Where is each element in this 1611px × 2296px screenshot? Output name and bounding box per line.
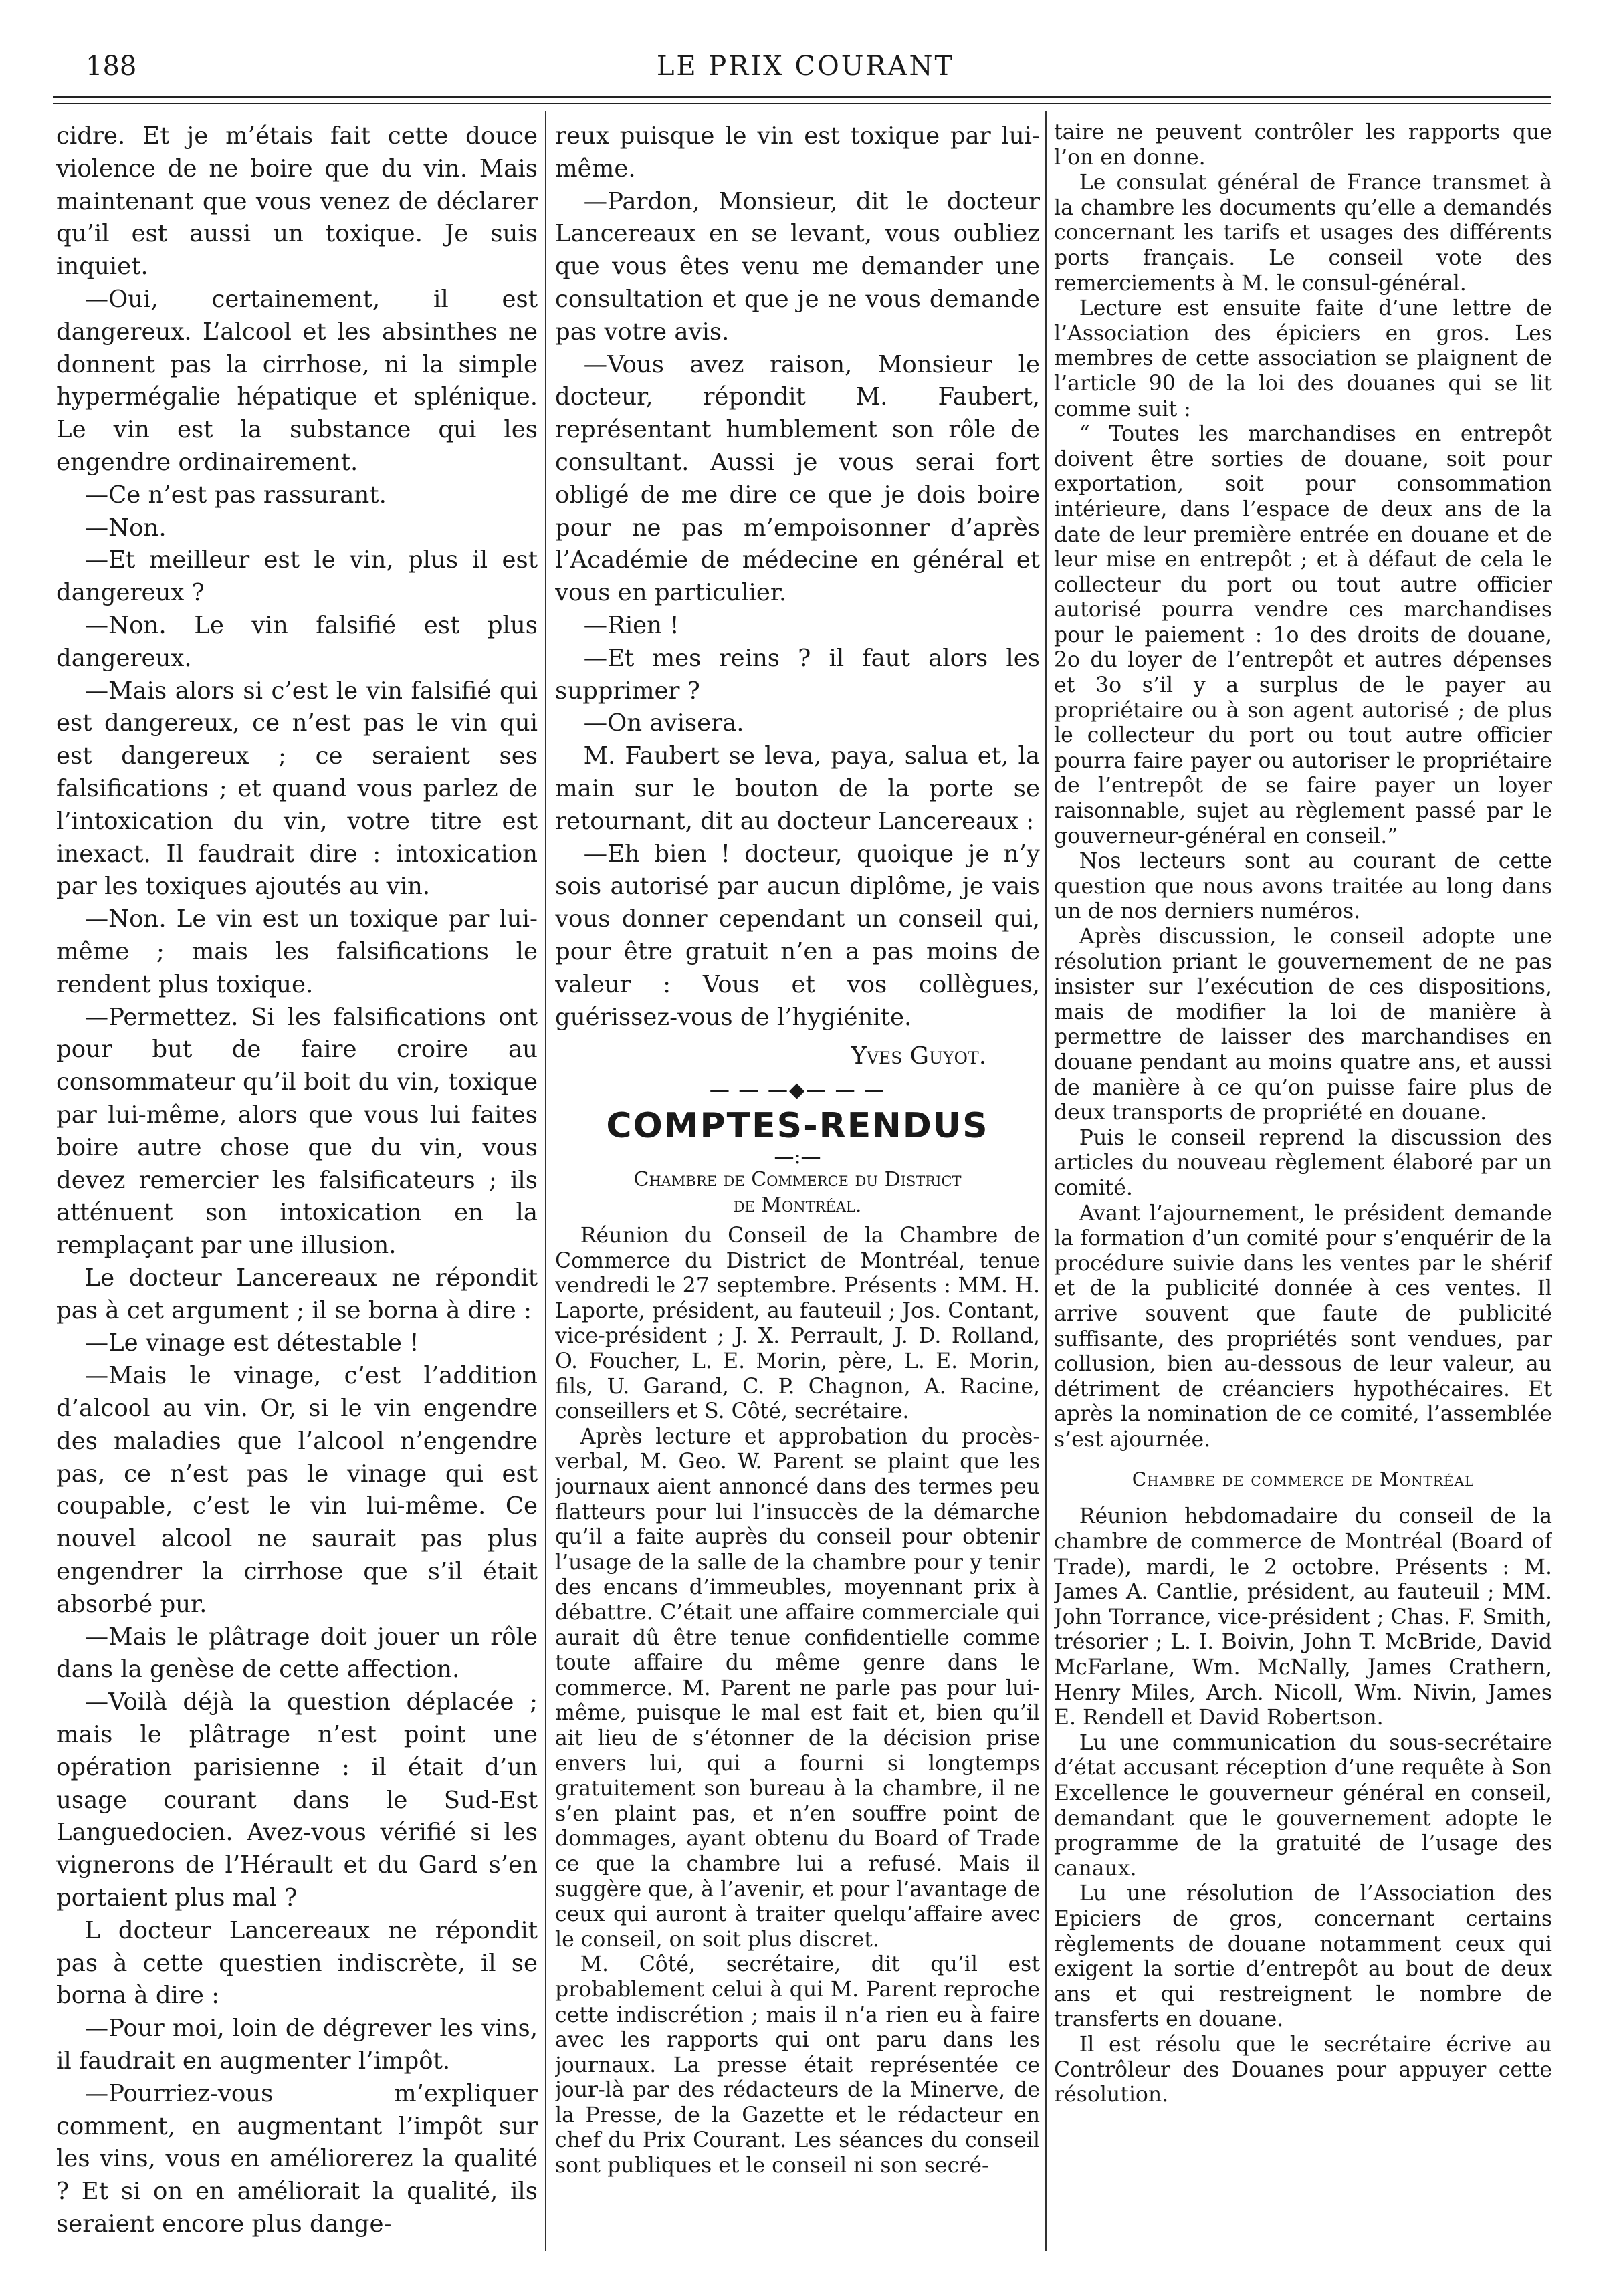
paragraph: —Le vinage est détestable ! [84, 1329, 419, 1357]
paragraph: —Oui, certainement, il est dangereux. L’alcool et les absinthes ne donnent pas la cirrhose, ni la simple hypermégalie hépatique et splénique. Le vin est la substance qui les engendre ordinairement. [56, 285, 538, 476]
paragraph: Réunion du Conseil de la Chambre de Commerce du District de Montréal, tenue vendredi le 27 septembre. Présents : MM. H. Laporte, président, au fauteuil ; Jos. Contant, vice-président ; J. X. Perrault, J. D. Rolland, O. Foucher, L. E. Morin, père, L. E. Morin, fils, U. Garand, C. P. Chagnon, A. Racine, conseillers et S. Côté, secrétaire. [555, 1224, 1040, 1424]
paragraph: —Mais alors si c’est le vin falsifié qui est dangereux, ce n’est pas le vin qui est dangereux ; ce seraient ses falsifications ; et quand vous parlez de l’intoxication du vin, votre titre est inexact. Il faudrait dire : intoxication par les toxiques ajoutés au vin. [56, 677, 538, 901]
paragraph: —Et meilleur est le vin, plus il est dangereux ? [56, 546, 538, 607]
column-2-report [555, 1224, 1040, 2179]
paragraph: Le consulat général de France transmet à la chambre les documents qu’elle a demandés concernant les tarifs et usages des différents ports français. Le conseil vote des remerciements à M. le consul-général. [1054, 170, 1552, 296]
page-header [0, 47, 1611, 94]
paragraph: —Pourriez-vous m’expliquer comment, en augmentant l’impôt sur les vins, vous en améliorerez la qualité ? Et si on en améliorait la qualité, ils seraient encore plus dange- [56, 2079, 538, 2238]
paragraph: cidre. Et je m’étais fait cette douce violence de ne boire que du vin. Mais maintenant que vous venez de déclarer qu’il est aussi un toxique. Je suis inquiet. [56, 122, 538, 281]
paragraph: —Pour moi, loin de dégrever les vins, il faudrait en augmenter l’impôt. [56, 2015, 538, 2075]
running-title: LE PRIX COURANT [656, 51, 955, 82]
paragraph: —Mais le plâtrage doit jouer un rôle dans la genèse de cette affection. [56, 1623, 538, 1684]
header-rule [53, 96, 1551, 98]
subheading-line-1: Chambre de Commerce du District [633, 1168, 962, 1192]
paragraph: Réunion hebdomadaire du conseil de la chambre de commerce de Montréal (Board of Trade), mardi, le 2 octobre. Présents : M. James A. Cantlie, président, au fauteuil ; MM. John Torrance, vice-président ; Chas. F. Smith, trésorier ; L. I. Boivin, John T. McBride, David McFarlane, Wm. McNally, James Crathern, Henry Miles, Arch. Nicoll, Wm. Nivin, James E. Rendell et David Robertson. [1054, 1504, 1552, 1730]
paragraph: Puis le conseil reprend la discussion des articles du nouveau règlement élaboré par un comité. [1054, 1125, 1552, 1200]
subheading-line-2: de Montréal. [733, 1193, 862, 1218]
paragraph: —Non. Le vin falsifié est plus dangereux. [56, 611, 538, 672]
paragraph: reux puisque le vin est toxique par lui-même. [555, 122, 1040, 183]
paragraph: —Mais le vinage, c’est l’addition d’alcool au vin. Or, si le vin engendre des maladies que l’alcool n’engendre pas, ce n’est pas le vinage qui est coupable, c’est le vin lui-même. Ce nouvel alcool ne saurait pas plus engendrer la cirrhose que s’il était absorbé pur. [56, 1362, 538, 1618]
section-title: COMPTES-RENDUS [606, 1106, 989, 1147]
paragraph: —Et mes reins ? il faut alors les supprimer ? [555, 644, 1040, 705]
paragraph: —Non. [84, 513, 167, 542]
section-subheading [555, 1167, 1040, 1218]
column-divider-1 [545, 111, 546, 2251]
column-3-subheading: Chambre de commerce de Montréal [1132, 1468, 1475, 1491]
author-signature: Yves Guyot. [851, 1042, 986, 1070]
column-2-article [555, 120, 1040, 1034]
header-rule-thin [53, 103, 1551, 104]
column-3 [1054, 120, 1552, 2260]
paragraph: Lu une résolution de l’Association des Epiciers de gros, concernant certains règlements de douane notamment ceux qui exigent la sortie d’entrepôt au bout de deux ans et qui restreignent le nombre de transferts en douane. [1054, 1881, 1552, 2032]
paragraph: —Permettez. Si les falsifications ont pour but de faire croire au consommateur qu’il boit du vin, toxique par lui-même, alors que vous lui faites boire autre chose que du vin, vous devez remercier les falsificateurs ; ils atténuent son intoxication en la remplaçant par une illusion. [56, 1003, 538, 1260]
paragraph: M. Faubert se leva, paya, salua et, la main sur le bouton de la porte se retournant, dit au docteur Lancereaux : [555, 742, 1040, 835]
paragraph: Après discussion, le conseil adopte une résolution priant le gouvernement de ne pas insister sur l’exécution de ces dispositions, mais de modifier la loi de manière à permettre de laisser des marchandises en douane pendant au moins quatre ans, et aussi de manière à ce qu’on puisse faire plus de deux transports de propriété en douane. [1054, 925, 1552, 1125]
paragraph: —Rien ! [583, 611, 679, 639]
column-1 [56, 120, 538, 2260]
paragraph: M. Côté, secrétaire, dit qu’il est probablement celui à qui M. Parent reproche cette indiscrétion ; mais il n’a rien eu à faire avec les rapports qui ont paru dans les journaux. La presse était représentée ce jour-là par des rédacteurs de la Minerve, de la Presse, de la Gazette et le rédacteur en chef du Prix Courant. Les séances du conseil sont publiques et le conseil ni son secré- [555, 1952, 1040, 2178]
paragraph: —On avisera. [583, 709, 744, 737]
paragraph: —Voilà déjà la question déplacée ; mais le plâtrage n’est point une opération parisienne : il était d’un usage courant dans le Sud-Est Languedocien. Avez-vous vérifié si les vignerons de l’Hérault et du Gard s’en portaient plus mal ? [56, 1688, 538, 1912]
paragraph: Lecture est ensuite faite d’une lettre de l’Association des épiciers en gros. Les membres de cette association se plaignent de l’article 90 de la loi des douanes qui se lit comme suit : [1054, 296, 1552, 421]
paragraph: —Eh bien ! docteur, quoique je n’y sois autorisé par aucun diplôme, je vais vous donner cependant un conseil qui, pour être gratuit n’en a pas moins de valeur : Vous et vos collègues, guérissez-vous de l’hygiénite. [555, 840, 1040, 1031]
section-separator: — — —◆— — — [709, 1078, 886, 1103]
paragraph: Lu une communication du sous-secrétaire d’état accusant réception d’une requête à Son Excellence le gouverneur général en conseil, demandant que le gouvernement adopte le programme de la gratuité de l’usage des canaux. [1054, 1730, 1552, 1881]
paragraph: Avant l’ajournement, le président demande la formation d’un comité pour s’enquérir de la procédure suivie dans les ventes par le shérif et de la publicité donnée à ces ventes. Il arrive souvent que faute de publicité suffisante, des propriétés sont vendues, par collusion, bien au-dessous de leur valeur, au détriment de créanciers hypothécaires. Et après la nomination de ce comité, l’assemblée s’est ajournée. [1054, 1201, 1552, 1452]
column-divider-2 [1045, 111, 1047, 2251]
paragraph: L docteur Lancereaux ne répondit pas à cette questien indiscrète, il se borna à dire : [56, 1916, 538, 2010]
page-number: 188 [86, 51, 137, 82]
paragraph: —Pardon, Monsieur, dit le docteur Lancereaux en se levant, vous oubliez que vous êtes venu me demander une consultation et que je ne vous demande pas votre avis. [555, 187, 1040, 346]
paragraph: Après lecture et approbation du procès-verbal, M. Geo. W. Parent se plaint que les journaux aient annoncé dans des termes peu flatteurs pour lui l’insuccès de la démarche qu’il a faite auprès du conseil pour obtenir l’usage de la salle de la chambre pour y tenir des encans d’immeubles, moyennant prix à débattre. C’était une affaire commerciale qui aurait dû être tenue confidentielle comme toute affaire du même genre dans le commerce. M. Parent ne parle pas pour lui-même, puisque le mal est fait et, bien qu’il ait lieu de s’étonner de la décision prise envers lui, qui a fourni si longtemps gratuitement son bureau à la chambre, il ne s’en plaint pas, et n’en souffre point de dommages, ayant obtenu du Board of Trade ce que la chambre lui a refusé. Mais il suggère que, à l’avenir, et pour l’avantage de ceux qui auront à traiter quelqu’affaire avec le conseil, on soit plus discret. [555, 1424, 1040, 1952]
paragraph: Le docteur Lancereaux ne répondit pas à cet argument ; il se borna à dire : [56, 1264, 538, 1325]
paragraph: —Vous avez raison, Monsieur le docteur, répondit M. Faubert, représentant humblement son rôle de consultant. Aussi je vous serai fort obligé de me dire ce que je dois boire pour ne pas m’empoisonner d’après l’Académie de médecine en général et vous en particulier. [555, 350, 1040, 607]
column-2 [555, 120, 1040, 2260]
paragraph: —Ce n’est pas rassurant. [84, 481, 387, 509]
paragraph: —Non. Le vin est un toxique par lui-même ; mais les falsifications le rendent plus toxique. [56, 905, 538, 998]
paragraph: Il est résolu que le secrétaire écrive au Contrôleur des Douanes pour appuyer cette résolution. [1054, 2032, 1552, 2107]
paragraph: taire ne peuvent contrôler les rapports que l’on en donne. [1054, 120, 1552, 170]
title-ornament: —:— [774, 1145, 821, 1169]
column-3-report [1054, 120, 1552, 1452]
paragraph: “ Toutes les marchandises en entrepôt doivent être sorties de douane, soit pour exportation, soit pour consommation intérieure, dans l’espace de deux ans de la date de leur première entrée en douane et de leur mise en entrepôt ; et à défaut de cela le collecteur du port ou tout autre officier autorisé pourra vendre ces marchandises pour le paiement : 1o des droits de douane, 2o du loyer de l’entrepôt et autres dépenses et 3o s’il y a surplus de le payer au propriétaire ou à son agent autorisé ; de plus le collecteur du port ou tout autre officier pourra faire payer ou autoriser le propriétaire de l’entrepôt de se faire payer un loyer raisonnable, sujet au règlement passé par le gouverneur-général en conseil.” [1054, 422, 1552, 848]
column-3-board-of-trade [1054, 1504, 1552, 2107]
paragraph: Nos lecteurs sont au courant de cette question que nous avons traitée au long dans un de nos derniers numéros. [1054, 849, 1552, 924]
